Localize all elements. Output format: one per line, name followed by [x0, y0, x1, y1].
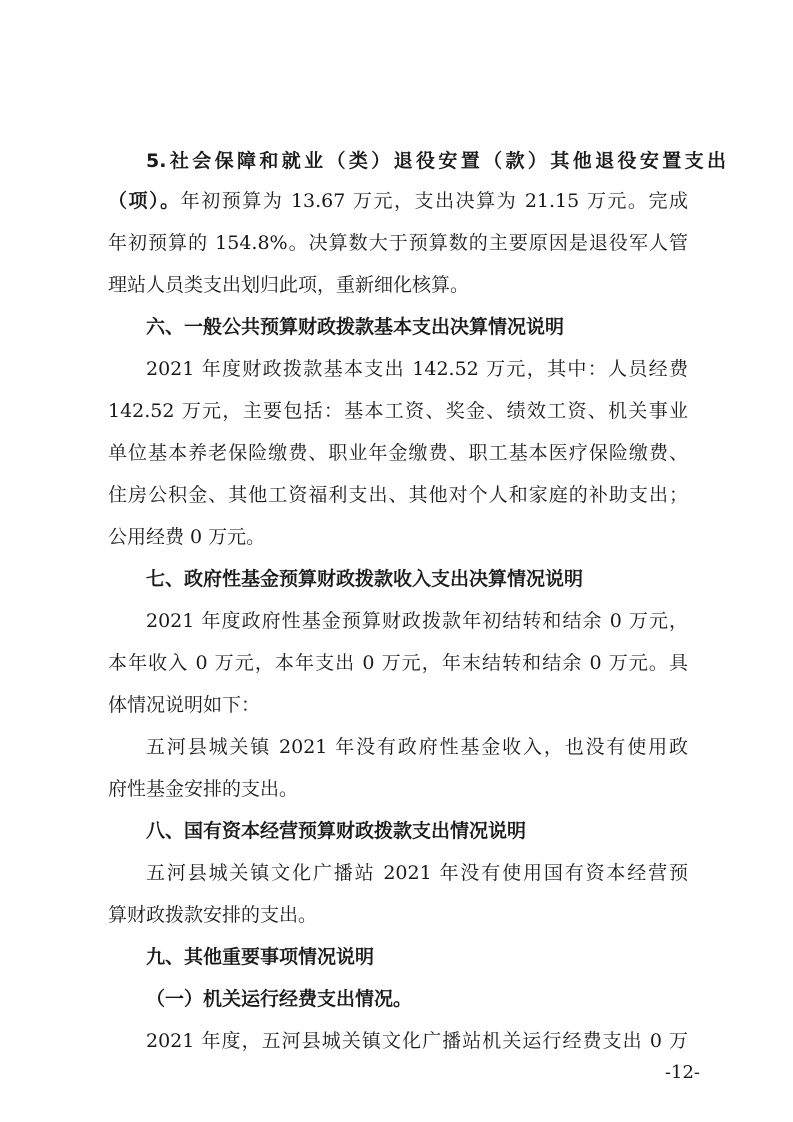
- section5-line2: [108, 183, 688, 219]
- section8-heading: 八、国有资本经营预算财政拨款支出情况说明: [146, 820, 527, 842]
- section9-heading: 九、其他重要事项情况说明: [146, 946, 375, 968]
- section9-subheading: （一）机关运行经费支出情况。: [146, 988, 413, 1010]
- section6-heading: 六、一般公共预算财政拨款基本支出决算情况说明: [146, 316, 565, 338]
- section6-line: 142.52 万元，主要包括：基本工资、奖金、绩效工资、机关事业: [108, 400, 688, 422]
- section6-line: 住房公积金、其他工资福利支出、其他对个人和家庭的补助支出；: [108, 484, 688, 506]
- section5-line2-text: 年初预算为 13.67 万元，支出决算为 21.15 万元。完成: [180, 190, 688, 212]
- section7-line: 本年收入 0 万元，本年支出 0 万元，年末结转和结余 0 万元。具: [108, 652, 688, 674]
- section7-heading: 七、政府性基金预算财政拨款收入支出决算情况说明: [146, 568, 584, 590]
- section8-line: 算财政拨款安排的支出。: [108, 904, 318, 926]
- section5-title-line1: 5.社会保障和就业（类）退役安置（款）其他退役安置支出: [146, 150, 726, 172]
- section5-title-line2: （项）。: [108, 190, 181, 212]
- page-number: -12-: [664, 1062, 700, 1083]
- section7-line: 府性基金安排的支出。: [108, 778, 299, 800]
- section9-line: 2021 年度，五河县城关镇文化广播站机关运行经费支出 0 万: [146, 1030, 688, 1052]
- section5-line3: 年初预算的 154.8%。决算数大于预算数的主要原因是退役军人管: [108, 232, 688, 254]
- section5-line4: 理站人员类支出划归此项，重新细化核算。: [108, 274, 470, 296]
- section6-line: 单位基本养老保险缴费、职业年金缴费、职工基本医疗保险缴费、: [108, 442, 688, 464]
- section8-line: 五河县城关镇文化广播站 2021 年没有使用国有资本经营预: [146, 862, 688, 884]
- section6-line: 公用经费 0 万元。: [108, 526, 266, 548]
- section6-line: 2021 年度财政拨款基本支出 142.52 万元，其中：人员经费: [146, 358, 688, 380]
- section7-line: 2021 年度政府性基金预算财政拨款年初结转和结余 0 万元，: [146, 610, 688, 632]
- section7-line: 体情况说明如下：: [108, 694, 261, 716]
- section7-line: 五河县城关镇 2021 年没有政府性基金收入，也没有使用政: [146, 736, 688, 758]
